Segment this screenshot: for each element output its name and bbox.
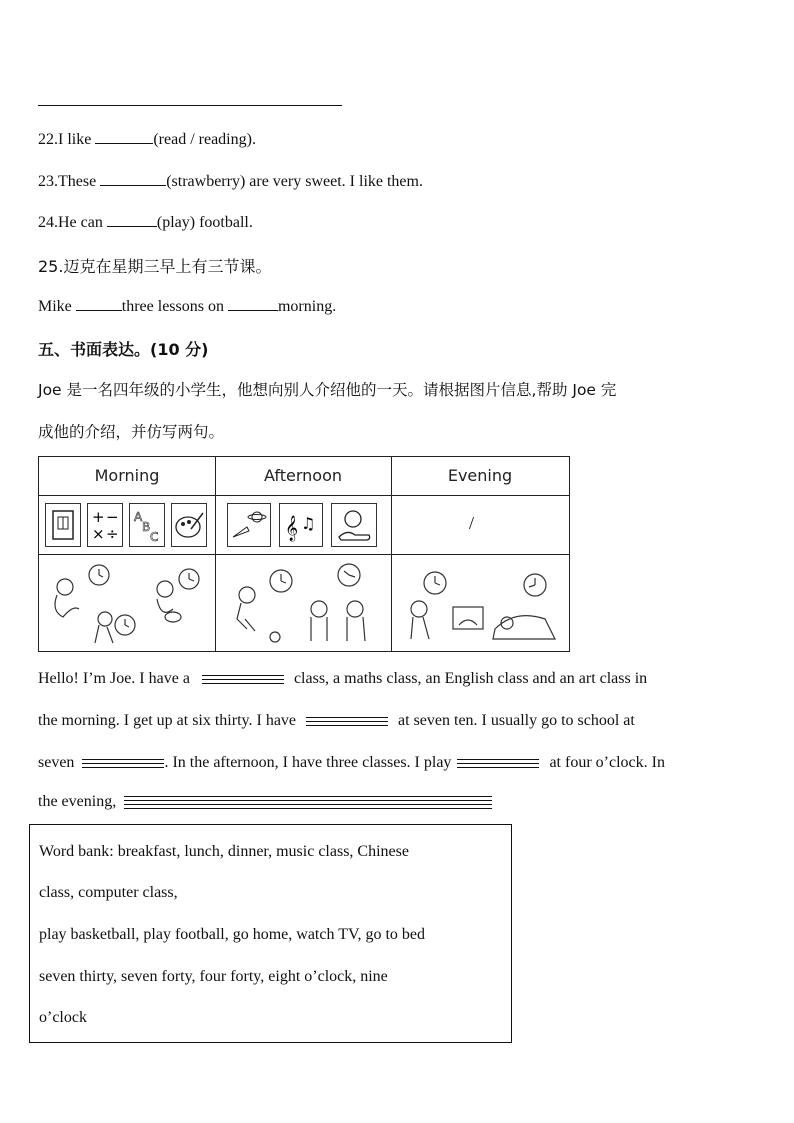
art-palette-icon xyxy=(171,503,207,547)
passage-l3b: . In the afternoon, I have three classes. I play xyxy=(164,754,456,771)
question-23 xyxy=(38,171,423,191)
maths-symbols-icon xyxy=(87,503,123,547)
q22-blank[interactable] xyxy=(95,129,153,144)
svg-text:÷: ÷ xyxy=(106,525,119,543)
q23-prefix: 23.These xyxy=(38,173,101,190)
q23-blank[interactable] xyxy=(100,171,166,186)
answer-blank-1[interactable] xyxy=(202,675,284,684)
passage-l4a: the evening, xyxy=(38,793,121,810)
q23-suffix: (strawberry) are very sweet. I like them. xyxy=(166,173,423,190)
svg-text:−: − xyxy=(106,508,119,526)
q24-suffix: (play) football. xyxy=(156,214,253,231)
passage-l2b: at seven ten. I usually go to school at xyxy=(398,712,635,729)
svg-text:+: + xyxy=(92,508,105,526)
computer-science-icon xyxy=(227,503,271,547)
svg-text:B: B xyxy=(142,520,151,534)
passage-line-3 xyxy=(38,754,665,772)
word-bank-line-1: Word bank: breakfast, lunch, dinner, music class, Chinese xyxy=(39,843,409,860)
word-bank-line-5: o’clock xyxy=(39,1009,87,1026)
q22-prefix: 22.I like xyxy=(38,131,96,148)
section-5-instruction-1: Joe 是一名四年级的小学生，他想向别人介绍他的一天。请根据图片信息,帮助 Joe 完 xyxy=(38,381,617,399)
q22-suffix: (read / reading). xyxy=(153,131,256,148)
section-5-heading: 五、书面表达。(10 分) xyxy=(38,340,209,359)
morning-routine-scene-icon xyxy=(43,559,211,647)
svg-text:×: × xyxy=(92,525,105,543)
word-bank-box xyxy=(29,824,512,1043)
pe-shoes-ball-icon xyxy=(331,503,377,547)
passage-line-2 xyxy=(38,712,635,730)
music-notes-icon xyxy=(279,503,323,547)
header-morning: Morning xyxy=(94,466,160,485)
question-24 xyxy=(38,212,253,232)
question-25: 25.迈克在星期三早上有三节课。 xyxy=(38,257,272,276)
header-evening: Evening xyxy=(447,466,513,485)
passage-l1a: Hello! I’m Joe. I have a xyxy=(38,670,194,687)
passage-line-1 xyxy=(38,670,647,688)
svg-text:C: C xyxy=(150,530,159,543)
evening-routine-scene-icon xyxy=(395,559,567,647)
abc-letters-icon xyxy=(129,503,165,547)
passage-line-4 xyxy=(38,793,492,811)
passage-l1b: class, a maths class, an English class and an art class in xyxy=(293,670,648,687)
chinese-book-icon xyxy=(45,503,81,547)
answer-blank-5[interactable] xyxy=(124,796,492,809)
answer-blank-3[interactable] xyxy=(82,759,164,768)
question-22 xyxy=(38,129,256,149)
word-bank-line-4: seven thirty, seven forty, four forty, eight o’clock, nine xyxy=(39,968,388,985)
answer-blank-4[interactable] xyxy=(457,759,539,768)
passage-l3a: seven xyxy=(38,754,79,771)
q24-blank[interactable] xyxy=(107,212,157,227)
passage-l3c: at four o’clock. In xyxy=(549,754,665,771)
section-5-instruction-2: 成他的介绍，并仿写两句。 xyxy=(38,423,225,441)
question-25-english xyxy=(38,296,336,316)
evening-no-class-mark: / xyxy=(469,513,475,533)
daily-schedule-picture-table xyxy=(38,456,570,652)
header-afternoon: Afternoon xyxy=(264,466,342,485)
answer-blank-2[interactable] xyxy=(306,717,388,726)
svg-text:𝄞: 𝄞 xyxy=(285,516,299,541)
q25-part1: Mike xyxy=(38,298,76,315)
q25-part2: three lessons on xyxy=(121,298,228,315)
svg-text:A: A xyxy=(134,510,143,524)
word-bank-line-2: class, computer class, xyxy=(39,884,178,901)
q25-blank-2[interactable] xyxy=(228,296,278,311)
passage-l2a: the morning. I get up at six thirty. I have xyxy=(38,712,301,729)
q25-blank-1[interactable] xyxy=(76,296,122,311)
q25-part3: morning. xyxy=(277,298,337,315)
svg-text:♫: ♫ xyxy=(301,514,316,533)
word-bank-line-3: play basketball, play football, go home, watch TV, go to bed xyxy=(39,926,425,943)
afternoon-routine-scene-icon xyxy=(219,559,387,647)
answer-line-21 xyxy=(38,105,342,106)
q24-prefix: 24.He can xyxy=(38,214,107,231)
